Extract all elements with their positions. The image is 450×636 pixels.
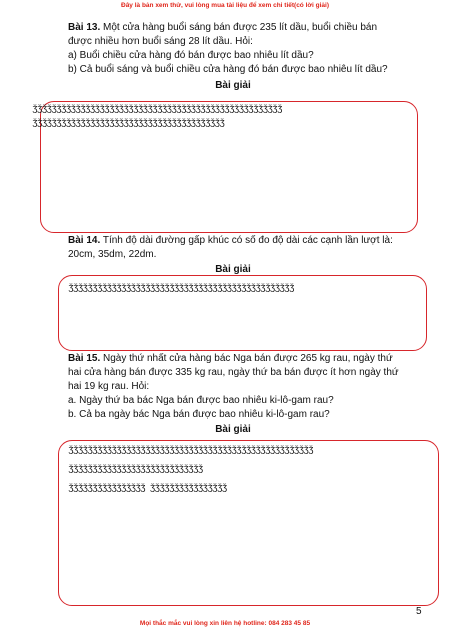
exercise-14 bbox=[68, 234, 430, 262]
exercise-14-line-1 bbox=[68, 234, 430, 248]
exercise-14-solution-heading: Bài giải bbox=[215, 264, 251, 275]
exercise-15-answer-line-3: ǯǯǯǯǯǯǯǯǯǯǯǯǯǯǯǯ ǯǯǯǯǯǯǯǯǯǯǯǯǯǯǯǯ bbox=[68, 483, 227, 493]
exercise-15-line-4: a. Ngày thứ ba bác Nga bán được bao nhiêu ki-lô-gam rau? bbox=[68, 395, 334, 406]
exercise-13-label: Bài 13. bbox=[68, 22, 101, 33]
exercise-13-text-1: Một cửa hàng buổi sáng bán được 235 lít dầu, buổi chiều bán bbox=[100, 22, 378, 33]
exercise-15-answer-line-1: ǯǯǯǯǯǯǯǯǯǯǯǯǯǯǯǯǯǯǯǯǯǯǯǯǯǯǯǯǯǯǯǯǯǯǯǯǯǯǯǯǯǯǯǯǯǯǯǯǯǯǯ bbox=[68, 445, 313, 455]
exercise-13 bbox=[68, 21, 430, 77]
page-number: 5 bbox=[416, 606, 422, 617]
exercise-15-text-1: Ngày thứ nhất cửa hàng bác Nga bán được 265 kg rau, ngày thứ bbox=[100, 353, 393, 364]
exercise-13-line-4: b) Cả buổi sáng và buổi chiều cửa hàng đó bán được bao nhiêu lít dầu? bbox=[68, 64, 388, 75]
exercise-13-answer-line-1: ǯǯǯǯǯǯǯǯǯǯǯǯǯǯǯǯǯǯǯǯǯǯǯǯǯǯǯǯǯǯǯǯǯǯǯǯǯǯǯǯǯǯǯǯǯǯǯǯǯǯǯǯ bbox=[32, 104, 282, 114]
exercise-13-solution-heading: Bài giải bbox=[215, 80, 251, 91]
exercise-14-text-1: Tính độ dài đường gấp khúc có số đo độ dài các cạnh lần lượt là: bbox=[100, 235, 393, 246]
exercise-15-line-2: hai cửa hàng bán được 335 kg rau, ngày thứ ba bán được ít hơn ngày thứ bbox=[68, 367, 399, 378]
exercise-15-label: Bài 15. bbox=[68, 353, 101, 364]
exercise-13-line-3: a) Buổi chiều cửa hàng đó bán được bao nhiêu lít dầu? bbox=[68, 50, 314, 61]
exercise-15-line-5: b. Cả ba ngày bác Nga bán được bao nhiêu ki-lô-gam rau? bbox=[68, 409, 330, 420]
exercise-15-line-3: hai 19 kg rau. Hỏi: bbox=[68, 381, 150, 392]
exercise-13-line-2: được nhiều hơn buổi sáng 28 lít dầu. Hỏi: bbox=[68, 36, 253, 47]
exercise-14-answer-line-1: ǯǯǯǯǯǯǯǯǯǯǯǯǯǯǯǯǯǯǯǯǯǯǯǯǯǯǯǯǯǯǯǯǯǯǯǯǯǯǯǯǯǯǯǯǯǯǯ bbox=[68, 283, 294, 293]
exercise-15-line-1 bbox=[68, 352, 430, 366]
exercise-14-line-2: 20cm, 35dm, 22dm. bbox=[68, 249, 157, 260]
footer-notice: Mọi thắc mắc vui lòng xin liên hệ hotline: 084 283 45 85 bbox=[139, 620, 311, 627]
exercise-15 bbox=[68, 352, 430, 422]
exercise-15-solution-heading: Bài giải bbox=[215, 424, 251, 435]
exercise-15-answer-line-2: ǯǯǯǯǯǯǯǯǯǯǯǯǯǯǯǯǯǯǯǯǯǯǯǯǯǯǯǯ bbox=[68, 464, 203, 474]
exercise-13-answer-line-2: ǯǯǯǯǯǯǯǯǯǯǯǯǯǯǯǯǯǯǯǯǯǯǯǯǯǯǯǯǯǯǯǯǯǯǯǯǯǯǯǯ bbox=[32, 118, 225, 128]
exercise-14-label: Bài 14. bbox=[68, 235, 101, 246]
header-notice: Đây là bản xem thử, vui lòng mua tài liệu để xem chi tiết(có lời giải) bbox=[121, 2, 329, 9]
exercise-13-line-1 bbox=[68, 21, 430, 35]
